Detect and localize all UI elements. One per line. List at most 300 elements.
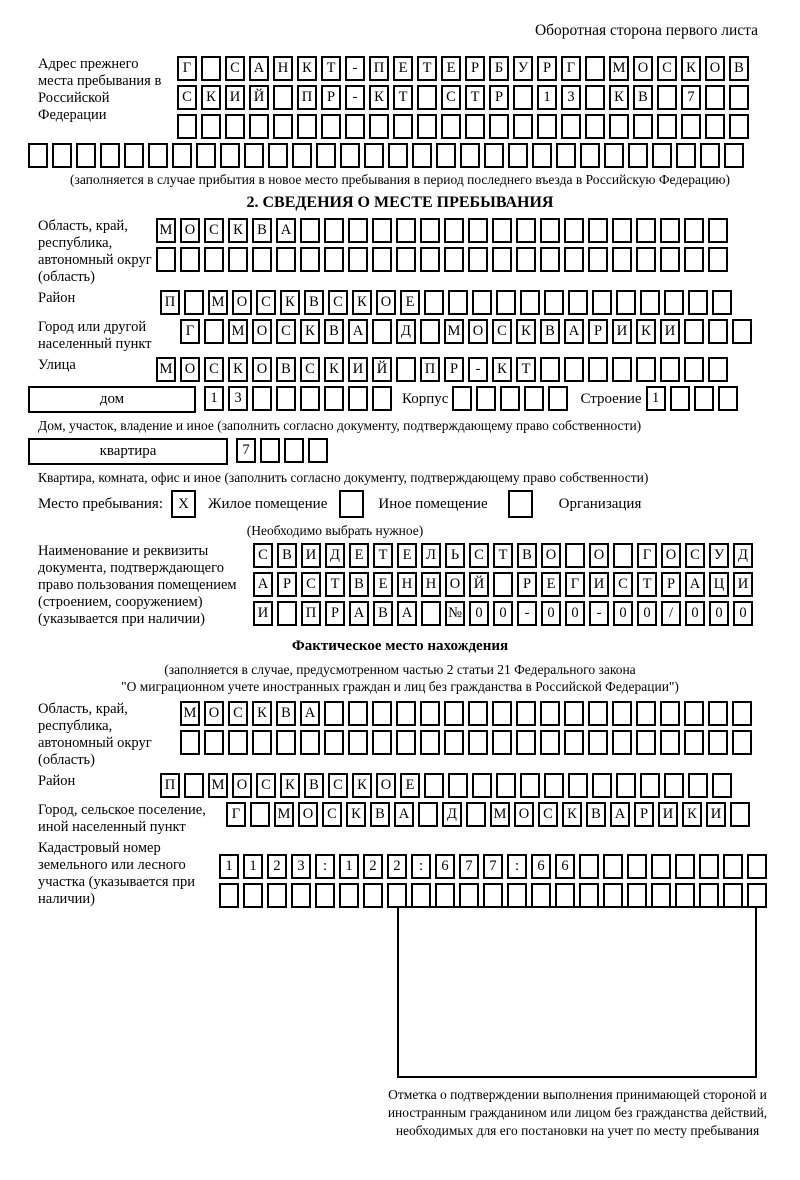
form-cell[interactable]: И	[612, 319, 632, 344]
form-cell[interactable]: 1	[537, 85, 557, 110]
form-cell[interactable]: 6	[435, 854, 455, 879]
form-cell[interactable]	[636, 730, 656, 755]
form-cell[interactable]: С	[300, 357, 320, 382]
form-cell[interactable]: Н	[421, 572, 441, 597]
form-cell[interactable]	[252, 247, 272, 272]
form-cell[interactable]	[579, 854, 599, 879]
form-cell[interactable]	[604, 143, 624, 168]
form-cell[interactable]	[516, 701, 536, 726]
form-cell[interactable]: К	[346, 802, 366, 827]
form-cell[interactable]	[513, 85, 533, 110]
form-cell[interactable]	[180, 247, 200, 272]
form-cell[interactable]: Е	[393, 56, 413, 81]
form-cell[interactable]	[201, 56, 221, 81]
form-cell[interactable]: Т	[393, 85, 413, 110]
form-cell[interactable]	[684, 218, 704, 243]
form-cell[interactable]: В	[370, 802, 390, 827]
form-cell[interactable]: И	[733, 572, 753, 597]
form-cell[interactable]: К	[324, 357, 344, 382]
form-cell[interactable]	[705, 114, 725, 139]
form-cell[interactable]: А	[394, 802, 414, 827]
form-cell[interactable]: Е	[373, 572, 393, 597]
form-cell[interactable]	[705, 85, 725, 110]
form-cell[interactable]: М	[609, 56, 629, 81]
form-cell[interactable]	[418, 802, 438, 827]
form-cell[interactable]: Е	[541, 572, 561, 597]
form-cell[interactable]	[732, 319, 752, 344]
form-cell[interactable]	[681, 114, 701, 139]
form-cell[interactable]: Ь	[445, 543, 465, 568]
form-cell[interactable]	[688, 773, 708, 798]
form-cell[interactable]: 0	[493, 601, 513, 626]
form-cell[interactable]	[657, 114, 677, 139]
form-cell[interactable]	[489, 114, 509, 139]
form-cell[interactable]	[339, 490, 364, 518]
form-cell[interactable]: 2	[387, 854, 407, 879]
form-cell[interactable]	[568, 290, 588, 315]
form-cell[interactable]: Р	[537, 56, 557, 81]
form-cell[interactable]	[723, 883, 743, 908]
form-cell[interactable]: 1	[339, 854, 359, 879]
form-cell[interactable]	[339, 883, 359, 908]
form-cell[interactable]: О	[445, 572, 465, 597]
form-cell[interactable]	[472, 290, 492, 315]
form-cell[interactable]	[718, 386, 738, 411]
document-row-2[interactable]	[253, 572, 757, 597]
form-cell[interactable]: С	[492, 319, 512, 344]
form-cell[interactable]: 7	[236, 438, 256, 463]
form-cell[interactable]	[52, 143, 72, 168]
form-cell[interactable]	[387, 883, 407, 908]
form-cell[interactable]	[516, 218, 536, 243]
form-cell[interactable]	[268, 143, 288, 168]
form-cell[interactable]	[651, 854, 671, 879]
form-cell[interactable]: 0	[685, 601, 705, 626]
form-cell[interactable]: Р	[489, 85, 509, 110]
form-cell[interactable]: Б	[489, 56, 509, 81]
form-cell[interactable]	[660, 701, 680, 726]
form-cell[interactable]: О	[705, 56, 725, 81]
form-cell[interactable]	[284, 438, 304, 463]
form-cell[interactable]	[460, 143, 480, 168]
form-cell[interactable]	[708, 357, 728, 382]
form-cell[interactable]: В	[373, 601, 393, 626]
form-cell[interactable]: В	[276, 701, 296, 726]
form-cell[interactable]: К	[636, 319, 656, 344]
form-cell[interactable]: Г	[226, 802, 246, 827]
fact-gorod-row[interactable]	[226, 802, 754, 827]
form-cell[interactable]	[412, 143, 432, 168]
form-cell[interactable]	[393, 114, 413, 139]
form-cell[interactable]: К	[228, 357, 248, 382]
form-cell[interactable]	[636, 218, 656, 243]
form-cell[interactable]: -	[589, 601, 609, 626]
form-cell[interactable]	[531, 883, 551, 908]
form-cell[interactable]	[612, 218, 632, 243]
form-cell[interactable]: К	[280, 773, 300, 798]
form-cell[interactable]	[436, 143, 456, 168]
form-cell[interactable]: Р	[277, 572, 297, 597]
form-cell[interactable]	[252, 730, 272, 755]
form-cell[interactable]	[348, 386, 368, 411]
form-cell[interactable]	[372, 319, 392, 344]
form-cell[interactable]: -	[468, 357, 488, 382]
form-cell[interactable]: К	[352, 773, 372, 798]
form-cell[interactable]: Г	[561, 56, 581, 81]
fact-raion-row[interactable]	[160, 773, 736, 798]
form-cell[interactable]	[468, 218, 488, 243]
form-cell[interactable]: 6	[531, 854, 551, 879]
form-cell[interactable]	[267, 883, 287, 908]
prev-address-row-2[interactable]	[177, 85, 753, 110]
form-cell[interactable]: А	[300, 701, 320, 726]
form-cell[interactable]: О	[180, 357, 200, 382]
form-cell[interactable]	[260, 438, 280, 463]
form-cell[interactable]	[609, 114, 629, 139]
form-cell[interactable]: М	[156, 357, 176, 382]
form-cell[interactable]	[148, 143, 168, 168]
form-cell[interactable]	[537, 114, 557, 139]
form-cell[interactable]: С	[256, 290, 276, 315]
form-cell[interactable]	[204, 730, 224, 755]
form-cell[interactable]	[252, 386, 272, 411]
form-cell[interactable]: В	[304, 290, 324, 315]
stroenie-row[interactable]	[646, 386, 742, 411]
form-cell[interactable]	[540, 701, 560, 726]
form-cell[interactable]: 3	[291, 854, 311, 879]
form-cell[interactable]: К	[228, 218, 248, 243]
form-cell[interactable]	[396, 701, 416, 726]
form-cell[interactable]	[277, 601, 297, 626]
form-cell[interactable]: 3	[228, 386, 248, 411]
form-cell[interactable]	[561, 114, 581, 139]
form-cell[interactable]: К	[252, 701, 272, 726]
form-cell[interactable]: И	[253, 601, 273, 626]
form-cell[interactable]	[747, 883, 767, 908]
form-cell[interactable]	[627, 854, 647, 879]
form-cell[interactable]	[684, 701, 704, 726]
form-cell[interactable]	[633, 114, 653, 139]
form-cell[interactable]	[684, 730, 704, 755]
checkbox-org[interactable]	[508, 490, 537, 518]
form-cell[interactable]: 0	[733, 601, 753, 626]
form-cell[interactable]	[708, 247, 728, 272]
form-cell[interactable]: К	[562, 802, 582, 827]
form-cell[interactable]	[520, 290, 540, 315]
form-cell[interactable]	[555, 883, 575, 908]
form-cell[interactable]	[448, 773, 468, 798]
form-cell[interactable]: М	[228, 319, 248, 344]
form-cell[interactable]: С	[322, 802, 342, 827]
form-cell[interactable]: К	[681, 56, 701, 81]
form-cell[interactable]: В	[517, 543, 537, 568]
form-cell[interactable]: А	[249, 56, 269, 81]
form-cell[interactable]	[652, 143, 672, 168]
form-cell[interactable]	[664, 290, 684, 315]
form-cell[interactable]	[324, 247, 344, 272]
form-cell[interactable]: О	[661, 543, 681, 568]
form-cell[interactable]: В	[729, 56, 749, 81]
form-cell[interactable]	[396, 247, 416, 272]
form-cell[interactable]	[684, 357, 704, 382]
form-cell[interactable]	[441, 114, 461, 139]
form-cell[interactable]	[448, 290, 468, 315]
form-cell[interactable]: Т	[637, 572, 657, 597]
form-cell[interactable]	[244, 143, 264, 168]
form-cell[interactable]: Р	[444, 357, 464, 382]
form-cell[interactable]: Й	[372, 357, 392, 382]
form-cell[interactable]	[540, 218, 560, 243]
form-cell[interactable]	[712, 290, 732, 315]
form-cell[interactable]: Д	[442, 802, 462, 827]
form-cell[interactable]	[516, 247, 536, 272]
prev-address-row-3[interactable]	[177, 114, 753, 139]
form-cell[interactable]	[435, 883, 455, 908]
form-cell[interactable]: Л	[421, 543, 441, 568]
kadastr-row-1[interactable]	[219, 854, 771, 879]
form-cell[interactable]	[483, 883, 503, 908]
form-cell[interactable]: С	[204, 218, 224, 243]
form-cell[interactable]	[492, 218, 512, 243]
form-cell[interactable]: 0	[565, 601, 585, 626]
form-cell[interactable]: Е	[400, 773, 420, 798]
form-cell[interactable]	[588, 701, 608, 726]
form-cell[interactable]	[348, 701, 368, 726]
form-cell[interactable]	[201, 114, 221, 139]
form-cell[interactable]: /	[661, 601, 681, 626]
form-cell[interactable]	[76, 143, 96, 168]
form-cell[interactable]: С	[441, 85, 461, 110]
form-cell[interactable]	[660, 247, 680, 272]
form-cell[interactable]	[732, 730, 752, 755]
form-cell[interactable]: А	[349, 601, 369, 626]
form-cell[interactable]	[708, 701, 728, 726]
form-cell[interactable]	[660, 730, 680, 755]
form-cell[interactable]	[424, 290, 444, 315]
form-cell[interactable]: В	[633, 85, 653, 110]
form-cell[interactable]	[612, 701, 632, 726]
dom-number-row[interactable]	[204, 386, 396, 411]
form-cell[interactable]	[468, 701, 488, 726]
form-cell[interactable]	[612, 357, 632, 382]
form-cell[interactable]	[204, 319, 224, 344]
form-cell[interactable]: Д	[733, 543, 753, 568]
form-cell[interactable]: -	[345, 56, 365, 81]
form-cell[interactable]: С	[328, 773, 348, 798]
form-cell[interactable]	[493, 572, 513, 597]
form-cell[interactable]: О	[376, 773, 396, 798]
form-cell[interactable]: Р	[465, 56, 485, 81]
form-cell[interactable]	[444, 730, 464, 755]
form-cell[interactable]: П	[369, 56, 389, 81]
form-cell[interactable]	[540, 247, 560, 272]
form-cell[interactable]: 0	[613, 601, 633, 626]
form-cell[interactable]	[708, 218, 728, 243]
form-cell[interactable]: У	[709, 543, 729, 568]
form-cell[interactable]	[466, 802, 486, 827]
form-cell[interactable]: П	[420, 357, 440, 382]
document-row-3[interactable]	[253, 601, 757, 626]
form-cell[interactable]	[616, 290, 636, 315]
form-cell[interactable]	[225, 114, 245, 139]
form-cell[interactable]: М	[156, 218, 176, 243]
form-cell[interactable]: Г	[177, 56, 197, 81]
form-cell[interactable]	[612, 730, 632, 755]
form-cell[interactable]: С	[228, 701, 248, 726]
form-cell[interactable]	[660, 357, 680, 382]
form-cell[interactable]	[640, 290, 660, 315]
form-cell[interactable]	[723, 854, 743, 879]
form-cell[interactable]: К	[201, 85, 221, 110]
form-cell[interactable]: С	[256, 773, 276, 798]
form-cell[interactable]: П	[160, 773, 180, 798]
form-cell[interactable]: О	[252, 357, 272, 382]
form-cell[interactable]	[273, 85, 293, 110]
form-cell[interactable]: В	[304, 773, 324, 798]
form-cell[interactable]	[640, 773, 660, 798]
form-cell[interactable]: Т	[417, 56, 437, 81]
form-cell[interactable]: В	[324, 319, 344, 344]
form-cell[interactable]	[196, 143, 216, 168]
form-cell[interactable]	[420, 247, 440, 272]
form-cell[interactable]	[544, 773, 564, 798]
form-cell[interactable]: М	[490, 802, 510, 827]
form-cell[interactable]	[700, 143, 720, 168]
form-cell[interactable]	[585, 56, 605, 81]
form-cell[interactable]: Е	[349, 543, 369, 568]
form-cell[interactable]	[507, 883, 527, 908]
form-cell[interactable]	[676, 143, 696, 168]
form-cell[interactable]: О	[298, 802, 318, 827]
form-cell[interactable]: Г	[565, 572, 585, 597]
form-cell[interactable]	[315, 883, 335, 908]
form-cell[interactable]	[694, 386, 714, 411]
form-cell[interactable]: С	[253, 543, 273, 568]
form-cell[interactable]: Г	[180, 319, 200, 344]
form-cell[interactable]	[585, 114, 605, 139]
form-cell[interactable]	[568, 773, 588, 798]
form-cell[interactable]: И	[301, 543, 321, 568]
form-cell[interactable]: С	[685, 543, 705, 568]
form-cell[interactable]	[411, 883, 431, 908]
kadastr-row-2[interactable]	[219, 883, 771, 908]
form-cell[interactable]	[340, 143, 360, 168]
form-cell[interactable]: О	[514, 802, 534, 827]
form-cell[interactable]	[636, 357, 656, 382]
form-cell[interactable]: И	[348, 357, 368, 382]
checkbox-zhiloe[interactable]	[171, 490, 200, 518]
form-cell[interactable]: 2	[363, 854, 383, 879]
form-cell[interactable]: X	[171, 490, 196, 518]
form-cell[interactable]	[300, 247, 320, 272]
form-cell[interactable]: К	[492, 357, 512, 382]
form-cell[interactable]: Е	[397, 543, 417, 568]
form-cell[interactable]	[465, 114, 485, 139]
form-cell[interactable]: О	[468, 319, 488, 344]
form-cell[interactable]	[579, 883, 599, 908]
form-cell[interactable]	[564, 701, 584, 726]
form-cell[interactable]	[324, 386, 344, 411]
form-cell[interactable]	[276, 730, 296, 755]
form-cell[interactable]: С	[538, 802, 558, 827]
form-cell[interactable]: 3	[561, 85, 581, 110]
form-cell[interactable]: :	[507, 854, 527, 879]
form-cell[interactable]: А	[564, 319, 584, 344]
form-cell[interactable]: И	[589, 572, 609, 597]
form-cell[interactable]	[564, 247, 584, 272]
form-cell[interactable]: А	[276, 218, 296, 243]
form-cell[interactable]	[670, 386, 690, 411]
form-cell[interactable]	[420, 319, 440, 344]
form-cell[interactable]	[496, 773, 516, 798]
form-cell[interactable]	[592, 773, 612, 798]
fact-oblast-row-2[interactable]	[180, 730, 756, 755]
form-cell[interactable]	[520, 773, 540, 798]
form-cell[interactable]: 6	[555, 854, 575, 879]
form-cell[interactable]	[588, 357, 608, 382]
form-cell[interactable]	[612, 247, 632, 272]
form-cell[interactable]: Т	[465, 85, 485, 110]
form-cell[interactable]: К	[682, 802, 702, 827]
form-cell[interactable]	[603, 883, 623, 908]
form-cell[interactable]: Р	[517, 572, 537, 597]
form-cell[interactable]: Н	[273, 56, 293, 81]
form-cell[interactable]: 1	[243, 854, 263, 879]
form-cell[interactable]	[291, 883, 311, 908]
form-cell[interactable]: Г	[637, 543, 657, 568]
form-cell[interactable]	[324, 701, 344, 726]
form-cell[interactable]	[565, 543, 585, 568]
form-cell[interactable]: :	[315, 854, 335, 879]
form-cell[interactable]	[508, 490, 533, 518]
form-cell[interactable]	[476, 386, 496, 411]
form-cell[interactable]	[688, 290, 708, 315]
form-cell[interactable]: К	[297, 56, 317, 81]
form-cell[interactable]	[396, 218, 416, 243]
form-cell[interactable]: С	[613, 572, 633, 597]
form-cell[interactable]: 1	[219, 854, 239, 879]
form-cell[interactable]: П	[160, 290, 180, 315]
form-cell[interactable]	[516, 730, 536, 755]
form-cell[interactable]	[388, 143, 408, 168]
form-cell[interactable]	[372, 247, 392, 272]
form-cell[interactable]: А	[610, 802, 630, 827]
form-cell[interactable]	[675, 883, 695, 908]
form-cell[interactable]: М	[180, 701, 200, 726]
form-cell[interactable]	[468, 247, 488, 272]
form-cell[interactable]	[372, 730, 392, 755]
form-cell[interactable]	[444, 247, 464, 272]
form-cell[interactable]: С	[469, 543, 489, 568]
form-cell[interactable]: С	[204, 357, 224, 382]
form-cell[interactable]: В	[276, 357, 296, 382]
form-cell[interactable]	[292, 143, 312, 168]
form-cell[interactable]: О	[232, 773, 252, 798]
form-cell[interactable]	[556, 143, 576, 168]
form-cell[interactable]	[300, 386, 320, 411]
form-cell[interactable]	[204, 247, 224, 272]
form-cell[interactable]	[636, 247, 656, 272]
form-cell[interactable]	[372, 218, 392, 243]
form-cell[interactable]	[540, 730, 560, 755]
form-cell[interactable]	[184, 773, 204, 798]
form-cell[interactable]	[420, 701, 440, 726]
form-cell[interactable]	[585, 85, 605, 110]
form-cell[interactable]	[249, 114, 269, 139]
oblast-row-2[interactable]	[156, 247, 732, 272]
form-cell[interactable]	[444, 701, 464, 726]
form-cell[interactable]: 2	[267, 854, 287, 879]
